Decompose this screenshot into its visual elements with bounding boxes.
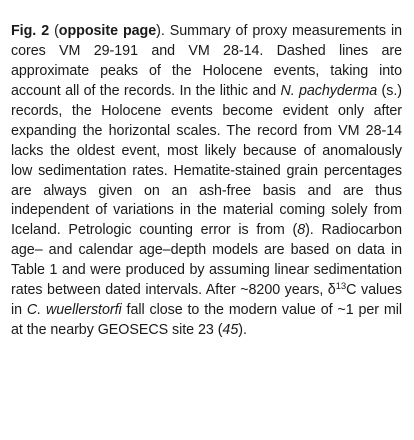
caption-text-1: Summary of proxy measurements in cores VM 29-191 and VM 28-14. Dashed lines are approximate peaks of the Holocene events, taking into account all of the records. In the lithic and <box>11 23 402 100</box>
citation-8: 8 <box>297 222 306 239</box>
figure-reference: opposite page <box>58 23 157 40</box>
caption-text-6: ). <box>238 321 247 338</box>
caption-text-2: (s.) records, the Holocene events become evident only after expanding the horizontal scales. The record from VM 28-14 lacks the oldest event, most likely because of anomalously low sedimentation rates. Hematite-stained grain percentages are always given on an ash-free basis and are thus independent of variations in the material coming solely from Iceland. Petrologic counting error is from ( <box>11 83 402 239</box>
taxon-c-wuellerstorfi: C. wuellerstorfi <box>26 301 122 318</box>
open-paren: ( <box>49 23 59 40</box>
figure-label: Fig. 2 <box>11 23 50 40</box>
caption-text-3: ). Radiocarbon age– and calendar age–depth models are based on data in Table 1 and were produced by assuming linear sedimentation rates between dated intervals. After ~8200 years, δ <box>11 222 402 299</box>
caption-text-4: C values in <box>11 282 402 318</box>
isotope-superscript: 13 <box>335 281 347 293</box>
close-paren: ). <box>156 23 165 40</box>
caption-text-5: fall close to the modern value of ~1 per mil at the nearby GEOSECS site 23 ( <box>11 301 403 338</box>
citation-45: 45 <box>222 321 239 338</box>
taxon-n-pachyderma: N. pachyderma <box>280 83 378 100</box>
figure-caption <box>11 22 402 341</box>
